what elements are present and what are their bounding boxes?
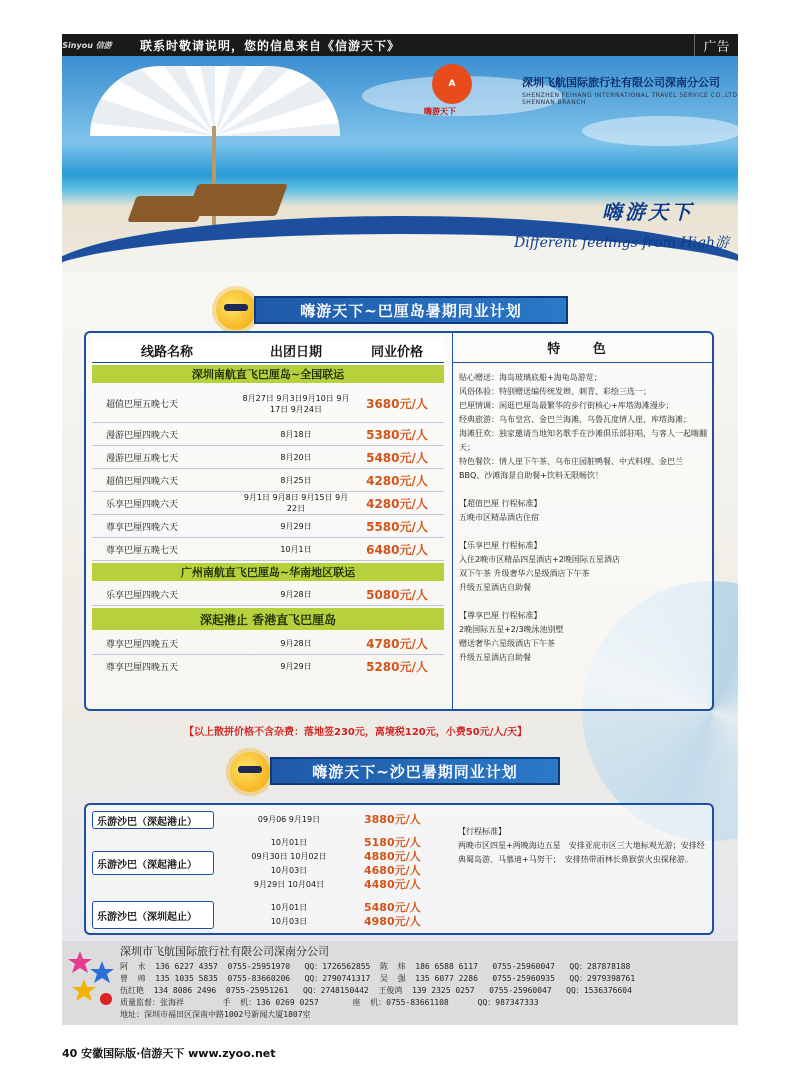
section2-title: 嗨游天下~沙巴暑期同业计划 bbox=[270, 757, 560, 785]
sun-icon bbox=[216, 290, 256, 330]
standard-line: 升级五星酒店自助餐 bbox=[459, 653, 531, 662]
group-label: 深起港止 香港直飞巴厘岛 bbox=[92, 608, 444, 630]
price: 3680元/人 bbox=[366, 397, 428, 411]
address-line: 地址：深圳市福田区深南中路1002号新闻大厦1807室 bbox=[120, 1010, 311, 1019]
contact-footer bbox=[62, 941, 738, 1025]
departure-dates: 9月28日 bbox=[280, 638, 312, 648]
prices bbox=[364, 901, 444, 929]
departure-dates: 9月1日 9月8日 9月15日 9月22日 bbox=[243, 493, 349, 513]
table-row bbox=[92, 423, 444, 446]
header-dates: 出团日期 bbox=[269, 345, 322, 360]
price: 4280元/人 bbox=[366, 496, 428, 511]
route-name: 尊享巴厘五晚七天 bbox=[106, 545, 179, 556]
group-label: 深圳南航直飞巴厘岛~全国联运 bbox=[92, 365, 444, 383]
route-name: 漫游巴厘五晚七天 bbox=[106, 453, 179, 464]
group-label: 广州南航直飞巴厘岛~华南地区联运 bbox=[92, 563, 444, 581]
price: 4680元/人 bbox=[364, 864, 421, 877]
table-row bbox=[92, 632, 444, 655]
stars-decoration-icon bbox=[66, 947, 118, 1011]
route-name: 乐享巴厘四晚六天 bbox=[106, 590, 179, 601]
price: 5180元/人 bbox=[364, 836, 421, 849]
table-row bbox=[92, 385, 444, 423]
bali-route-list bbox=[92, 339, 444, 678]
price: 5080元/人 bbox=[366, 587, 428, 602]
standard-line: 2晚国际五星+2/3晚泳池别墅 bbox=[459, 625, 564, 634]
standard-title: 【行程标准】 bbox=[458, 827, 506, 836]
page-footer: 40 安徽国际版·信游天下 www.zyoo.net bbox=[62, 1047, 276, 1060]
standard-line: 五晚市区精品酒店住宿 bbox=[459, 513, 539, 522]
table-row bbox=[92, 446, 444, 469]
feature-line: 风俗体验：特别赠送编传统发辫、刺青、彩绘三选一； bbox=[459, 387, 651, 396]
date: 09月06 9月19日 bbox=[257, 815, 321, 824]
feature-line: 特色餐饮：情人崖下午茶、乌布庄园脏鸭餐、中式料理、金巴兰BBQ、沙滩海景自助餐+饮料无限畅饮！ bbox=[459, 457, 683, 480]
header-logo: Sinyou 信游 bbox=[62, 40, 112, 50]
header-bar bbox=[62, 34, 738, 56]
standard-line: 升级五星酒店自助餐 bbox=[459, 583, 531, 592]
date: 10月03日 bbox=[270, 917, 308, 926]
contact-line: 阿 永 136 6227 4357 0755-25951970 QQ：1726562855 陈 炜 186 6588 6117 0755-25960047 QQ：287878188 bbox=[120, 962, 631, 971]
feature-line: 贴心赠送：海岛玻璃底船+海龟岛游览； bbox=[459, 373, 602, 382]
route-name: 乐游沙巴（深起港止） bbox=[92, 851, 214, 875]
standard-text: 两晚市区四星+两晚海边五星 安排亚庇市区三大地标观光游；安排经典蜀岛游、马慕迪+马努干； 安排热带雨林长鼻猴萤火虫探秘游。 bbox=[458, 841, 705, 864]
feature-line: 海滩狂欢：独家邀请当地知名歌手在沙滩俱乐部驻唱，与客人一起嗨翻天； bbox=[459, 429, 707, 452]
table-row bbox=[92, 583, 444, 606]
features-list bbox=[453, 371, 714, 483]
price-note: 【以上散拼价格不含杂费：落地签230元，离境税120元，小费50元/人/天】 bbox=[184, 727, 527, 738]
sabah-standard bbox=[458, 825, 708, 867]
route-name: 超值巴厘五晚七天 bbox=[106, 400, 179, 410]
features-column bbox=[452, 333, 714, 709]
cloud bbox=[582, 116, 738, 146]
date: 10月01日 bbox=[270, 903, 308, 912]
route-name: 尊享巴厘四晚五天 bbox=[106, 663, 179, 673]
price: 5480元/人 bbox=[366, 450, 428, 465]
price: 6480元/人 bbox=[366, 542, 428, 557]
route-name: 乐享巴厘四晚六天 bbox=[106, 499, 179, 510]
route-name: 尊享巴厘四晚五天 bbox=[106, 639, 179, 650]
table-row bbox=[92, 515, 444, 538]
price: 5280元/人 bbox=[366, 660, 428, 674]
brand-logo: A bbox=[432, 64, 472, 104]
departure-dates: 9月29日 bbox=[280, 662, 312, 671]
ad-tag: 广告 bbox=[694, 34, 738, 56]
departure-dates: 8月27日 9月3日9月10日 9月17日 9月24日 bbox=[242, 393, 350, 414]
section1-title: 嗨游天下~巴厘岛暑期同业计划 bbox=[254, 296, 568, 324]
price: 5380元/人 bbox=[366, 427, 428, 442]
prices bbox=[364, 811, 444, 829]
standard-title: 【乐享巴厘 行程标准】 bbox=[459, 541, 542, 550]
header-route: 线路名称 bbox=[140, 345, 193, 360]
standard-line: 入住2晚市区精品四星酒店+2晚国际五星酒店 bbox=[459, 555, 620, 564]
company-name-en: SHENZHEN FEIHANG INTERNATIONAL TRAVEL SERVICE CO.,LTD SHENNAN BRANCH bbox=[522, 92, 738, 106]
contact-line: 伍红艳 134 8086 2496 0755-25951261 QQ：2748150442 王俊鸿 139 2325 0257 0755-25960047 QQ：1536376604 bbox=[120, 986, 632, 995]
company-name-cn: 深圳飞航国际旅行社有限公司深南分公司 bbox=[522, 76, 720, 89]
departure-dates: 8月20日 bbox=[280, 452, 312, 462]
route-name: 漫游巴厘四晚六天 bbox=[106, 430, 179, 441]
price: 5580元/人 bbox=[366, 519, 428, 534]
bali-price-table bbox=[84, 331, 714, 711]
date: 10月01日 bbox=[270, 838, 308, 847]
departure-dates: 9月28日 bbox=[280, 589, 312, 599]
table-row bbox=[92, 833, 454, 895]
standard-title: 【超值巴厘 行程标准】 bbox=[459, 499, 542, 508]
route-name: 乐游沙巴（深圳起止） bbox=[92, 901, 214, 929]
header-features: 特 色 bbox=[453, 333, 714, 363]
standard-title: 【尊享巴厘 行程标准】 bbox=[459, 611, 542, 620]
sun-icon bbox=[230, 752, 270, 792]
prices bbox=[364, 833, 444, 895]
departure-dates bbox=[214, 901, 364, 929]
price: 3880元/人 bbox=[364, 813, 421, 826]
table-row bbox=[92, 811, 454, 829]
departure-dates bbox=[214, 811, 364, 829]
departure-dates: 8月25日 bbox=[280, 475, 312, 485]
departure-dates bbox=[214, 833, 364, 895]
date: 9月29日 10月04日 bbox=[253, 880, 325, 889]
price: 4480元/人 bbox=[364, 878, 421, 891]
departure-dates: 9月29日 bbox=[280, 521, 312, 531]
price: 4880元/人 bbox=[364, 850, 421, 863]
departure-dates: 10月1日 bbox=[280, 544, 312, 554]
lounge-chair-icon bbox=[186, 184, 288, 216]
table-row bbox=[92, 655, 444, 678]
departure-dates: 8月18日 bbox=[280, 429, 312, 439]
company-name bbox=[522, 74, 738, 106]
contact-line: 曾 帅 135 1035 5835 0755-83660206 QQ：2790741317 吴 强 135 6077 2286 0755-25960935 QQ：2979398761 bbox=[120, 974, 636, 983]
price: 4980元/人 bbox=[364, 915, 421, 928]
sabah-price-table bbox=[84, 803, 714, 935]
header-notice: 联系时敬请说明，您的信息来自《信游天下》 bbox=[140, 38, 401, 53]
brand-logo-text: 嗨游天下 bbox=[424, 107, 456, 116]
standard-line: 双下午茶 升级奢华六星级酒店下午茶 bbox=[459, 569, 590, 578]
route-name: 乐游沙巴（深起港止） bbox=[92, 811, 214, 829]
feature-line: 巴厘情调：闲逛巴厘岛最繁华的步行街核心+库塔海滩漫步； bbox=[459, 401, 674, 410]
route-name: 超值巴厘四晚六天 bbox=[106, 476, 179, 487]
table-row bbox=[92, 469, 444, 492]
slogan-en: Different feelings from High游 bbox=[514, 235, 729, 251]
table-row bbox=[92, 901, 454, 929]
standard-line: 赠送奢华六星级酒店下午茶 bbox=[459, 639, 555, 648]
header-price: 同业价格 bbox=[370, 345, 423, 360]
table-header bbox=[92, 339, 444, 363]
price: 5480元/人 bbox=[364, 901, 421, 914]
price: 4780元/人 bbox=[366, 636, 428, 651]
footer-company: 深圳市飞航国际旅行社有限公司深南分公司 bbox=[120, 945, 329, 958]
table-row bbox=[92, 538, 444, 561]
price: 4280元/人 bbox=[366, 473, 428, 488]
date: 10月03日 bbox=[270, 866, 308, 875]
hero-banner bbox=[62, 56, 738, 271]
route-name: 尊享巴厘四晚六天 bbox=[106, 522, 179, 533]
table-row bbox=[92, 492, 444, 515]
contact-line: 质量监督：张海祥 手 机：136 0269 0257 座 机：0755-83661108 QQ：987347333 bbox=[120, 998, 539, 1007]
feature-line: 经典旅游：乌布皇宫、金巴兰海滩、乌鲁瓦度情人崖、库塔海滩； bbox=[459, 415, 691, 424]
slogan: 嗨游天下 bbox=[602, 200, 694, 224]
date: 09月30日 10月02日 bbox=[251, 852, 327, 861]
